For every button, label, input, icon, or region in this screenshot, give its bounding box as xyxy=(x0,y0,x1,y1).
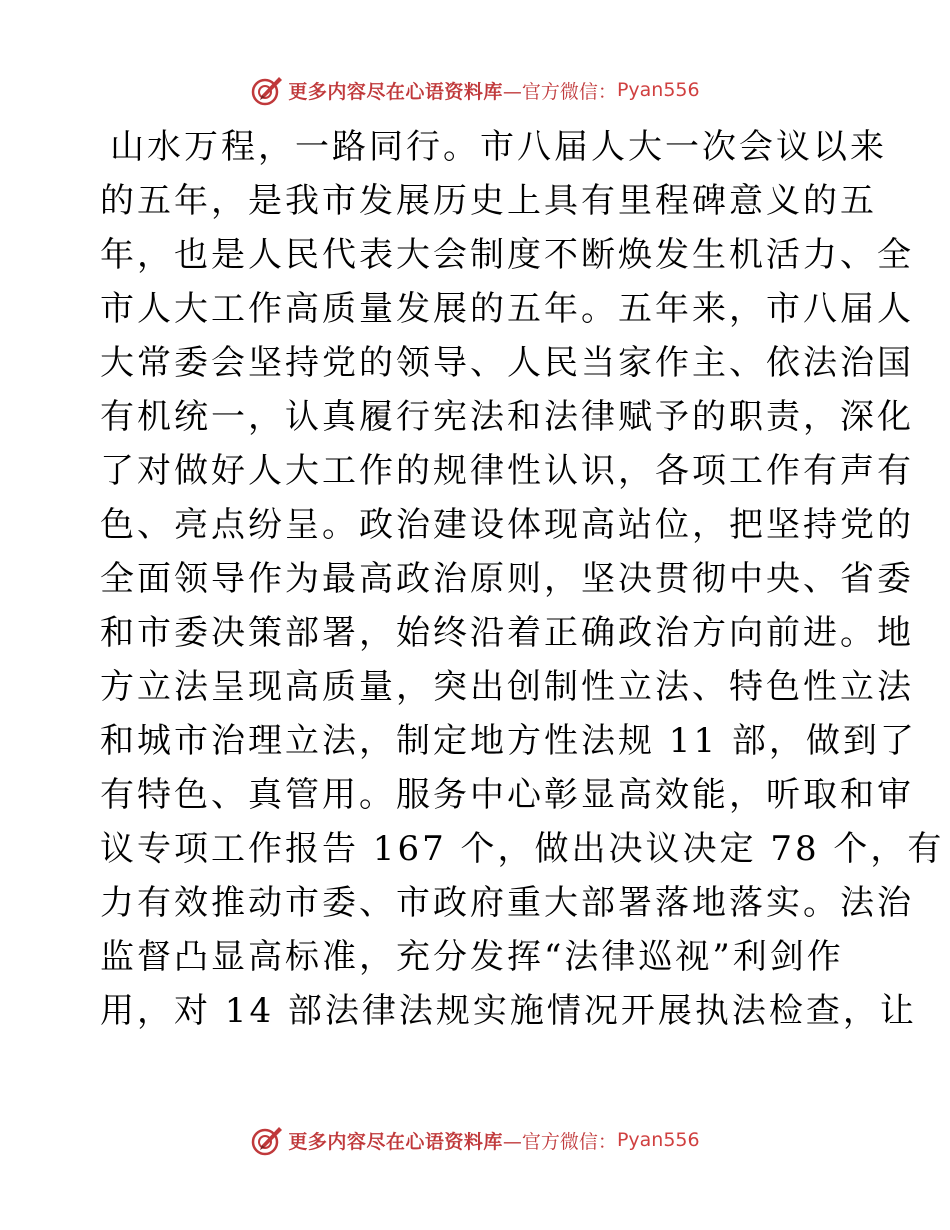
body-line: 有特色、真管用。服务中心彰显高效能，听取和审 xyxy=(100,775,914,815)
body-line: 用，对 14 部法律法规实施情况开展执法检查，让 xyxy=(100,991,917,1031)
body-line: 有机统一，认真履行宪法和法律赋予的职责，深化 xyxy=(100,397,914,437)
footer-wechat-handle: Pyan556 xyxy=(616,1129,700,1151)
body-line: 议专项工作报告 167 个，做出决议决定 78 个，有 xyxy=(100,829,945,869)
footer-contact-text: —官方微信： xyxy=(502,1130,617,1153)
body-line: 方立法呈现高质量，突出创制性立法、特色性立法 xyxy=(100,667,914,707)
body-line: 力有效推动市委、市政府重大部署落地落实。法治 xyxy=(100,883,914,923)
body-line: 年，也是人民代表大会制度不断焕发生机活力、全 xyxy=(100,235,914,275)
header-site-text: 更多内容尽在心语资料库 xyxy=(288,80,503,103)
body-paragraph xyxy=(100,120,945,1038)
pen-logo-icon xyxy=(250,73,284,107)
footer-site-text: 更多内容尽在心语资料库 xyxy=(288,1130,503,1153)
body-line: 市人大工作高质量发展的五年。五年来，市八届人 xyxy=(100,289,914,329)
body-line: 全面领导作为最高政治原则，坚决贯彻中央、省委 xyxy=(100,559,914,599)
body-line: 了对做好人大工作的规律性认识，各项工作有声有 xyxy=(100,451,914,491)
header-banner xyxy=(0,70,950,110)
body-line: 和市委决策部署，始终沿着正确政治方向前进。地 xyxy=(100,613,914,653)
body-line: 监督凸显高标准，充分发挥“法律巡视”利剑作 xyxy=(100,937,844,977)
body-line: 和城市治理立法，制定地方性法规 11 部，做到了 xyxy=(100,721,917,761)
body-line: 色、亮点纷呈。政治建设体现高站位，把坚持党的 xyxy=(100,505,914,545)
header-contact-text: —官方微信： xyxy=(502,80,617,103)
header-wechat-handle: Pyan556 xyxy=(616,79,700,101)
pen-logo-icon xyxy=(250,1123,284,1157)
body-line: 的五年，是我市发展历史上具有里程碑意义的五 xyxy=(100,181,877,221)
footer-banner xyxy=(0,1120,950,1160)
body-line: 山水万程，一路同行。市八届人大一次会议以来 xyxy=(110,127,887,167)
body-line: 大常委会坚持党的领导、人民当家作主、依法治国 xyxy=(100,343,914,383)
